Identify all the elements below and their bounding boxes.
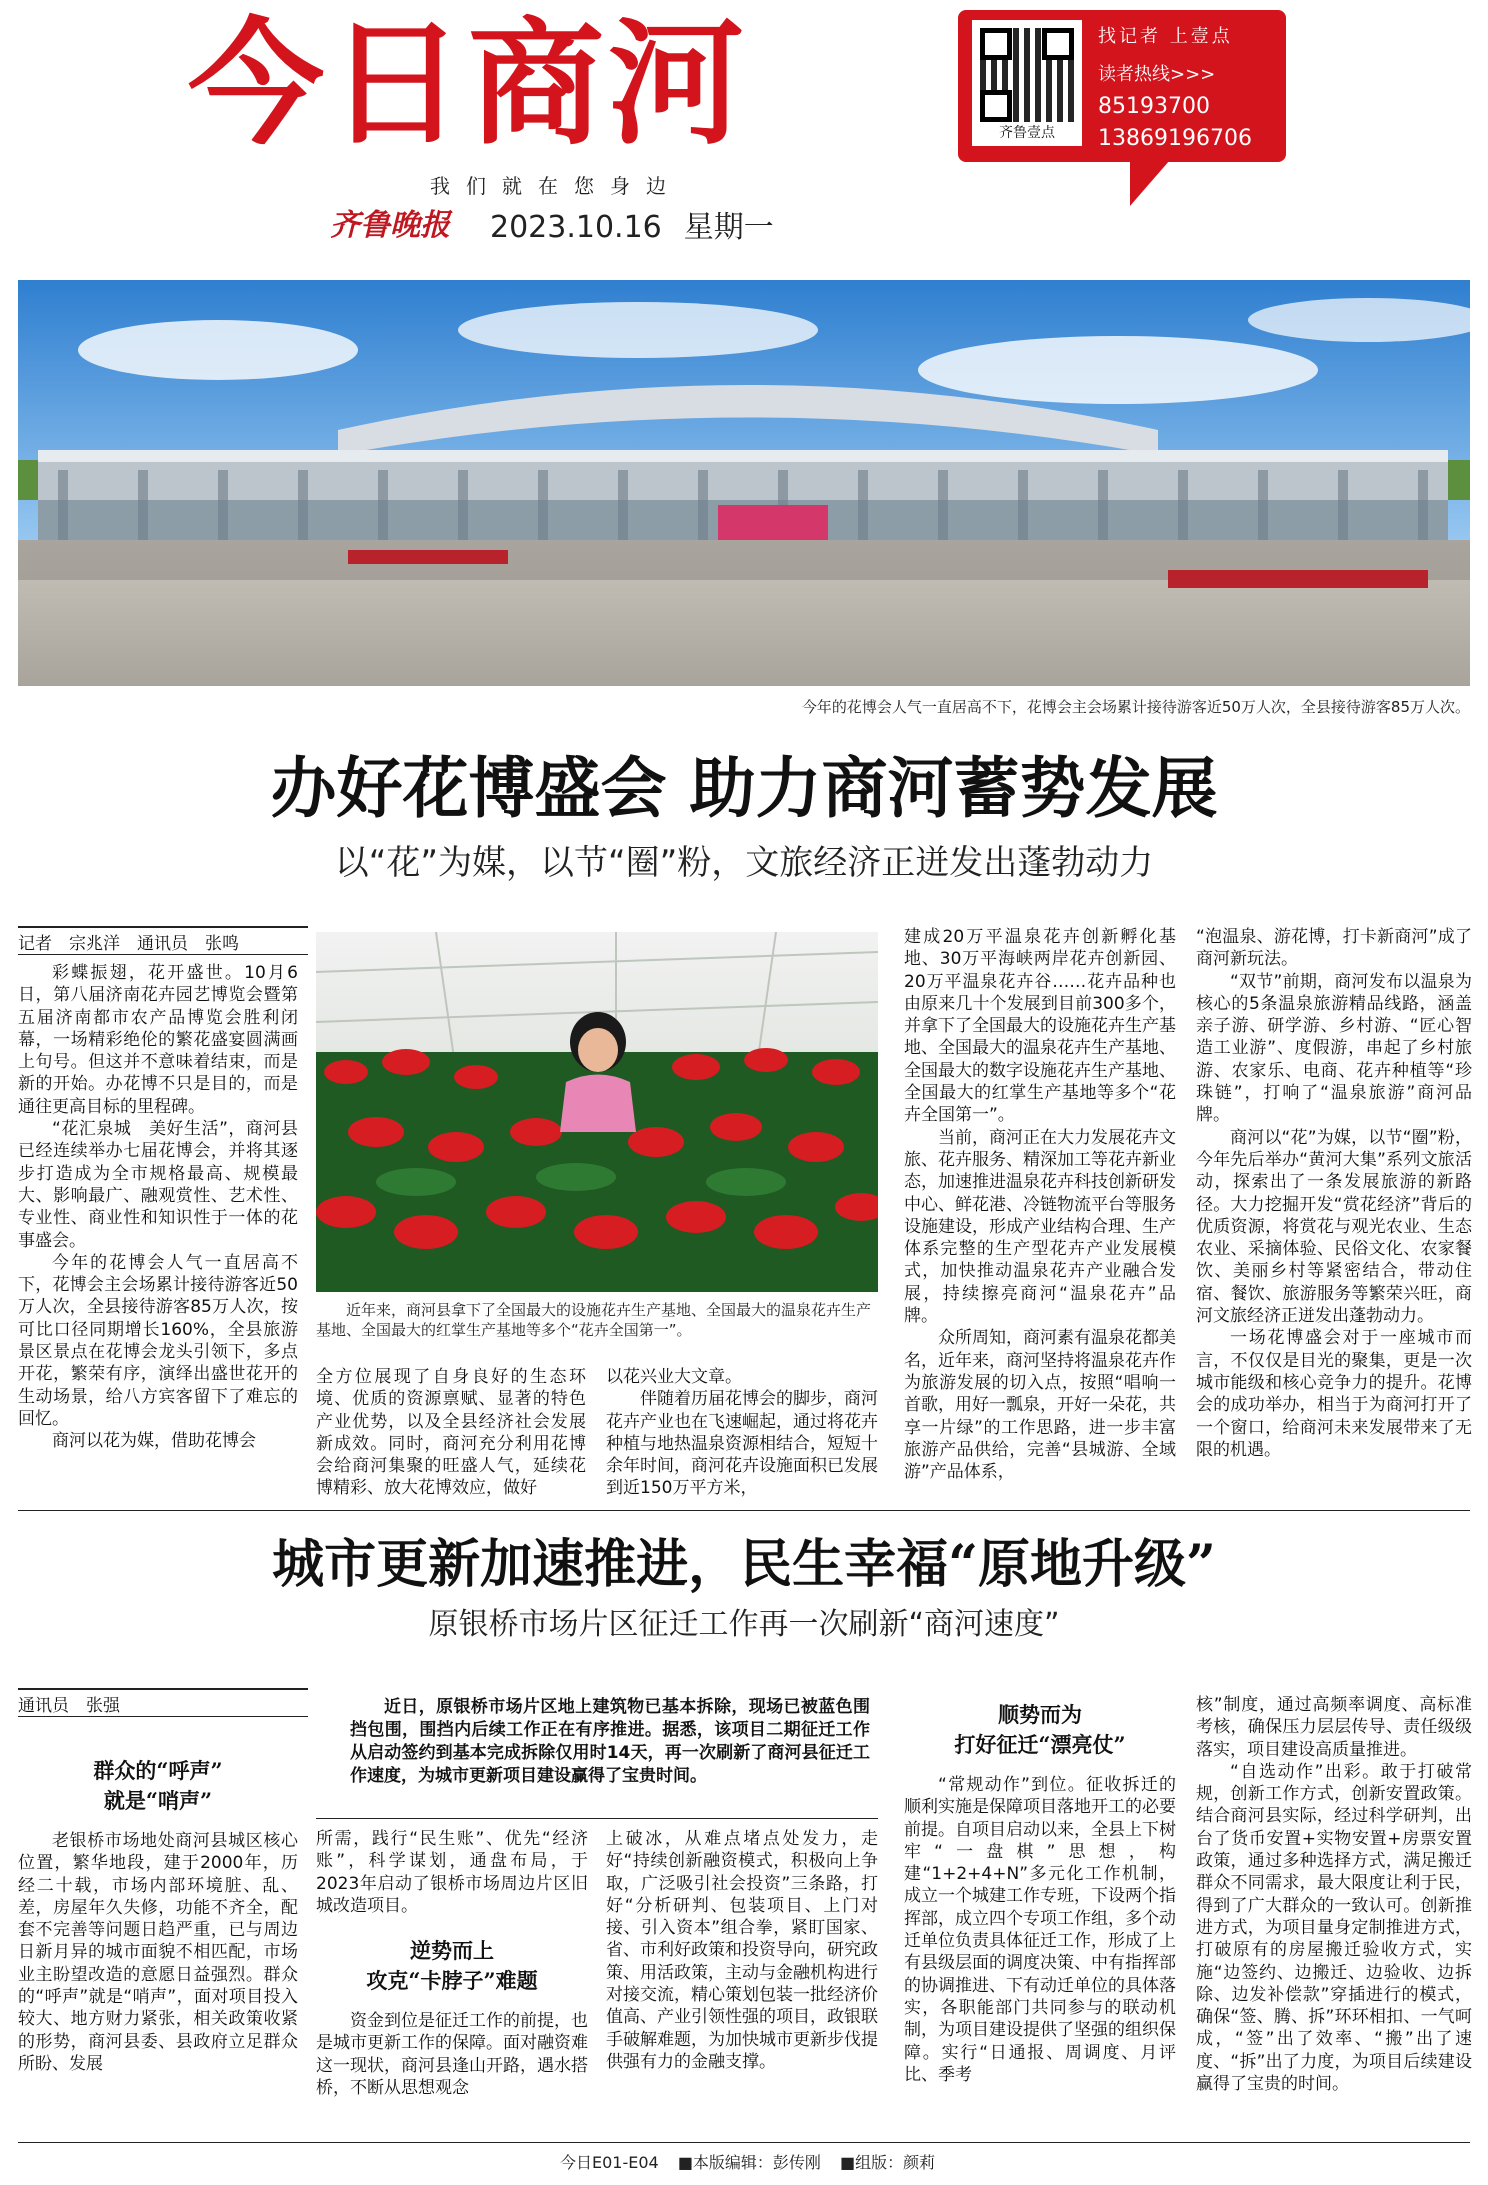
story2-lead: 近日，原银桥市场片区地上建筑物已基本拆除，现场已被蓝色围挡包围，围挡内后续工作正在有序推进。据悉，该项目二期征迁工作从启动签约到基本完成拆除仅用时14天，再一次刷新了商河县征迁工作速度，为城市更新项目建设赢得了宝贵时间。 [350, 1697, 870, 1786]
byline-rule [18, 926, 308, 928]
story1-column-1 [18, 962, 298, 1502]
paragraph: “双节”前期，商河发布以温泉为核心的5条温泉旅游精品线路，涵盖亲子游、研学游、乡村游、“匠心智造工业游”、度假游，串起了乡村旅游、农家乐、电商、花卉种植等“珍珠链”，打响了“温泉旅游”商河品牌。 [1196, 971, 1472, 1126]
story1-column-3 [606, 1366, 878, 1500]
story2-column-3 [606, 1828, 878, 2130]
date-value: 2023.10.16 [490, 210, 662, 245]
story2-column-1 [18, 1830, 298, 2130]
paragraph: 当前，商河正在大力发展花卉文旅、花卉服务、精深加工等花卉新业态，加速推进温泉花卉科技创新研发中心、鲜花港、冷链物流平台等服务设施建设，形成产业结构合理、生产体系完整的生产型花卉产业发展模式，加快推动温泉花卉产业融合发展，持续擦亮商河“温泉花卉”品牌。 [904, 1127, 1176, 1327]
paragraph: 彩蝶振翅，花开盛世。10月6日，第八届济南花卉园艺博览会暨第五届济南都市农产品博览会胜利闭幕，一场精彩绝伦的繁花盛宴圆满画上句号。但这并不意味着结束，而是新的开始。办花博不只是目的，而是通往更高目标的里程碑。 [18, 963, 298, 1117]
story2-byline: 通讯员 张强 [18, 1696, 120, 1716]
footer-layout: ■组版：颜莉 [840, 2153, 936, 2172]
story2-column-4 [904, 1774, 1176, 2130]
paragraph: 今年的花博会人气一直居高不下，花博会主会场累计接待游客近50万人次，全县接待游客85万人次，按可比口径同期增长160%，全县旅游景区景点在花博会龙头引领下，多点开花，繁荣有序，演绎出盛世花开的生动场景，给八方宾客留下了难忘的回忆。 [18, 1252, 298, 1429]
paragraph: 一场花博盛会对于一座城市而言，不仅仅是目光的聚集，更是一次城市能级和核心竞争力的提升。花博会的成功举办，相当于为商河打开了一个窗口，给商河未来发展带来了无限的机遇。 [1196, 1328, 1472, 1460]
flower-photo-caption: 近年来，商河县拿下了全国最大的设施花卉生产基地、全国最大的温泉花卉生产基地、全国最大的红掌生产基地等多个“花卉全国第一”。 [316, 1301, 872, 1339]
paragraph: 全方位展现了自身良好的生态环境、优质的资源禀赋、显著的特色产业优势，以及全县经济社会发展新成效。同时，商河充分利用花博会给商河集聚的旺盛人气，延续花博精彩、放大花博效应，做好 [316, 1367, 586, 1499]
masthead-slogan: 我们就在您身边 [430, 174, 682, 198]
byline-rule-bottom [18, 1716, 308, 1717]
paragraph: 以花兴业大文章。 [606, 1367, 742, 1387]
paragraph: 商河以“花”为媒，以节“圈”粉，今年先后举办“黄河大集”系列文旅活动，探索出了一条发展旅游的新路径。大力挖掘开发“赏花经济”背后的优质资源，将赏花与观光农业、生态农业、采摘体验、民俗文化、农家餐饮、美丽乡村等紧密结合，带动住宿、餐饮、旅游服务等繁荣兴旺，商河文旅经济正迸发出蓬勃动力。 [1196, 1127, 1472, 1327]
story2-headline: 城市更新加速推进，民生幸福“原地升级” [272, 1534, 1216, 1595]
qr-code-icon[interactable] [972, 20, 1082, 146]
top-photo-caption: 今年的花博会人气一直居高不下，花博会主会场累计接待游客近50万人次，全县接待游客85万人次。 [801, 698, 1470, 716]
section-divider [18, 1510, 1470, 1511]
story1-column-4 [904, 926, 1176, 1502]
story2-section2-title: 逆势而上 攻克“卡脖子”难题 [366, 1938, 538, 1993]
story2-column-2b [316, 2010, 588, 2130]
paragraph: 上破冰，从难点堵点处发力，走好“持续创新融资模式，积极向上争取，广泛吸引社会投资”三条路，打好“分析研判、包装项目、上门对接、引入资本”组合拳，紧盯国家、省、市利好政策和投资导向，研究政策、用活政策，主动与金融机构进行对接交流，精心策划包装一批经济价值高、产业引领性强的项目，政银联手破解难题，为加快城市更新步伐提供强有力的金融支撑。 [606, 1829, 878, 2072]
byline-rule [18, 1688, 308, 1690]
contact-line2: 读者热线>>> [1098, 64, 1216, 85]
issue-date [490, 202, 796, 246]
story1-column-5 [1196, 926, 1472, 1502]
lead-rule [316, 1818, 878, 1819]
story2-column-5 [1196, 1694, 1472, 2130]
story1-column-2 [316, 1366, 586, 1500]
paragraph: 资金到位是征迁工作的前提，也是城市更新工作的保障。面对融资难这一现状，商河县逢山开路，遇水搭桥，不断从思想观念 [316, 2011, 588, 2098]
paragraph: “泡温泉、游花博，打卡新商河”成了商河新玩法。 [1196, 927, 1472, 970]
page-footer [560, 2150, 949, 2173]
paragraph: 伴随着历届花博会的脚步，商河花卉产业也在飞速崛起，通过将花卉种植与地热温泉资源相结合，短短十余年时间，商河花卉设施面积已发展到近150万平方米， [606, 1389, 878, 1499]
paragraph: 众所周知，商河素有温泉花都美名，近年来，商河坚持将温泉花卉作为旅游发展的切入点，按照“唱响一首歌，用好一瓢泉，开好一朵花，共享一片绿”的工作思路，进一步丰富旅游产品供给，完善“县城游、全域游”产品体系， [904, 1328, 1176, 1483]
paragraph: “自选动作”出彩。敢于打破常规，创新工作方式，创新安置政策。结合商河县实际，经过科学研判，出台了货币安置+实物安置+房票安置政策，通过多种选择方式，满足搬迁群众不同需求，最大限度让利于民，得到了广大群众的一致认可。创新推进方式，为项目量身定制推进方式，打破原有的房屋搬迁验收方式，实施“边签约、边搬迁、边验收、边拆除、边发补偿款”穿插进行的模式，确保“签、腾、拆”环环相扣、一气呵成，“签”出了效率、“搬”出了速度、“拆”出了力度，为项目后续建设赢得了宝贵的时间。 [1196, 1761, 1472, 2095]
byline-rule-bottom [18, 954, 308, 955]
paragraph: “常规动作”到位。征收拆迁的顺利实施是保障项目落地开工的必要前提。自项目启动以来，全县上下树牢“一盘棋”思想，构建“1+2+4+N”多元化工作机制，成立一个城建工作专班，下设两个指挥部，成立四个专项工作组，多个动迁单位负责具体征迁工作，形成了上有县级层面的调度决策、中有指挥部的协调推进、下有动迁单位的具体落实，各职能部门共同参与的联动机制，为项目建设提供了坚强的组织保障。实行“日通报、周调度、月评比、季考 [904, 1775, 1176, 2085]
paragraph: 核”制度，通过高频率调度、高标准考核，确保压力层层传导、责任级级落实，项目建设高质量推进。 [1196, 1695, 1472, 1760]
story2-subhead: 原银桥市场片区征迁工作再一次刷新“商河速度” [428, 1607, 1060, 1642]
flower-greenhouse-photo [316, 932, 878, 1292]
story1-subhead: 以“花”为媒，以节“圈”粉，文旅经济正迸发出蓬勃动力 [334, 843, 1154, 883]
story2-section3-title: 顺势而为 打好征迁“漂亮仗” [954, 1702, 1126, 1757]
weekday-value: 星期一 [683, 210, 774, 245]
paper-name-logo: 齐鲁晚报 [330, 208, 450, 243]
paragraph: 商河以花为媒，借助花博会 [52, 1431, 256, 1452]
footer-rule [18, 2142, 1470, 2143]
exhibition-hall-photo [18, 280, 1470, 686]
paragraph: 建成20万平温泉花卉创新孵化基地、30万平海峡两岸花卉创新园、20万平温泉花卉谷……花卉品种也由原来几十个发展到目前300多个，并拿下了全国最大的设施花卉生产基地、全国最大的温泉花卉生产基地、全国最大的数字设施花卉生产基地、全国最大的红掌生产基地等多个“花卉全国第一”。 [904, 927, 1176, 1126]
paragraph: “花汇泉城 美好生活”，商河县已经连续举办七届花博会，并将其逐步打造成为全市规格最高、规模最大、影响最广、融观赏性、艺术性、专业性、商业性和知识性于一体的花事盛会。 [18, 1119, 298, 1251]
story2-column-2 [316, 1828, 588, 1918]
story2-section1-title: 群众的“呼声” 就是“哨声” [93, 1758, 223, 1813]
paragraph: 老银桥市场地处商河县城区核心位置，繁华地段，建于2000年，历经二十载，市场内部环境脏、乱、差，房屋年久失修，功能不齐全，配套不完善等问题日趋严重，已与周边日新月异的城市面貌不相匹配，市场业主盼望改造的意愿日益强烈。群众的“呼声”就是“哨声”，面对项目投入较大、地方财力紧张，相关政策收紧的形势，商河县委、县政府立足群众所盼、发展 [18, 1831, 298, 2074]
contact-phone2: 13869196706 [1098, 126, 1252, 151]
qr-label: 齐鲁壹点 [999, 125, 1055, 141]
masthead-title: 今日商河 [188, 6, 748, 164]
story1-headline: 办好花博盛会 助力商河蓄势发展 [270, 749, 1218, 827]
paragraph: 所需，践行“民生账”、优先“经济账”，科学谋划，通盘布局，于2023年启动了银桥市场周边片区旧城改造项目。 [316, 1829, 588, 1916]
contact-box-tail [1130, 160, 1170, 206]
story1-byline: 记者 宗兆洋 通讯员 张鸣 [18, 934, 239, 954]
contact-line1: 找记者 上壹点 [1098, 26, 1233, 47]
footer-editor: ■本版编辑：彭传刚 [677, 2153, 821, 2172]
footer-pages: 今日E01-E04 [560, 2153, 659, 2172]
contact-phone1: 85193700 [1098, 94, 1210, 119]
